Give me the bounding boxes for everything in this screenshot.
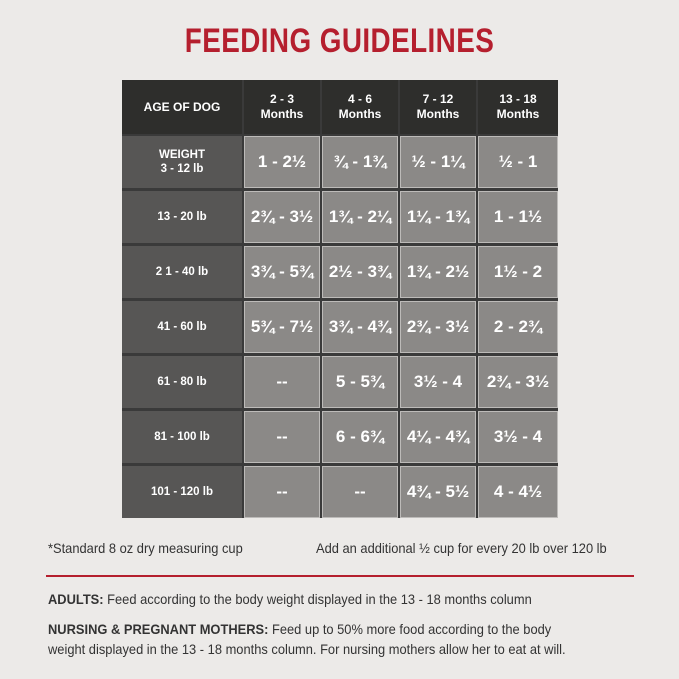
cups-value: -- xyxy=(354,482,366,501)
header-age-of-dog-label: AGE OF DOG xyxy=(143,99,221,114)
cups-value: 2¾ - 3½ xyxy=(250,207,314,226)
cups-value: ¾ - 1¾ xyxy=(333,152,387,171)
cups-value: 6 - 6¾ xyxy=(335,427,385,446)
header-age-range: 4 - 6 xyxy=(347,92,372,106)
cups-value: 5 - 5¾ xyxy=(335,372,385,391)
header-age-of-dog xyxy=(122,80,242,134)
weight-label xyxy=(159,148,205,176)
cups-value: 4 - 4½ xyxy=(493,482,543,501)
footnote-measuring-cup: *Standard 8 oz dry measuring cup xyxy=(48,540,243,556)
header-column xyxy=(322,80,398,134)
cups-value: 2¾ - 3½ xyxy=(486,372,550,391)
weight-label xyxy=(151,485,213,499)
weight-label-cell xyxy=(122,191,242,243)
cups-value: 3½ - 4 xyxy=(413,372,463,391)
cups-value-cell xyxy=(322,246,398,298)
header-column xyxy=(400,80,476,134)
cups-value: 1 - 1½ xyxy=(493,207,543,226)
cups-value-cell xyxy=(322,411,398,463)
cups-value-cell xyxy=(400,466,476,518)
header-column-label xyxy=(339,92,382,122)
adults-label: ADULTS: xyxy=(48,591,104,607)
cups-value: 1¾ - 2¼ xyxy=(328,207,392,226)
adults-note xyxy=(48,589,591,609)
header-column xyxy=(244,80,320,134)
header-unit: Months xyxy=(416,107,460,121)
cups-value-cell xyxy=(478,356,558,408)
cups-value: 2½ - 3¾ xyxy=(328,262,392,281)
weight-range: 2 1 - 40 lb xyxy=(155,266,209,278)
cups-value-cell xyxy=(400,301,476,353)
cups-value: 1¾ - 2½ xyxy=(406,262,470,281)
cups-value-cell xyxy=(478,191,558,243)
weight-label-cell xyxy=(122,411,242,463)
cups-value: 1¼ - 1¾ xyxy=(406,207,470,226)
cups-value: 4¼ - 4¾ xyxy=(406,427,470,446)
cups-value-cell xyxy=(400,411,476,463)
cups-value-cell xyxy=(478,301,558,353)
adults-text: Feed according to the body weight displayed in the 13 - 18 months column xyxy=(103,591,532,607)
cups-value-cell xyxy=(322,191,398,243)
cups-value-cell xyxy=(244,466,320,518)
header-unit: Months xyxy=(338,107,382,121)
cups-value: 1 - 2½ xyxy=(257,152,307,171)
cups-value-cell xyxy=(244,356,320,408)
weight-label-cell xyxy=(122,466,242,518)
cups-value-cell xyxy=(478,136,558,188)
cups-value-cell xyxy=(400,356,476,408)
weight-range: 61 - 80 lb xyxy=(157,376,207,388)
cups-value-cell xyxy=(478,411,558,463)
cups-value-cell xyxy=(244,246,320,298)
nursing-note xyxy=(48,619,591,659)
footnote-additional-cup: Add an additional ½ cup for every 20 lb over 120 lb xyxy=(316,540,607,556)
cups-value-cell xyxy=(244,301,320,353)
feeding-table xyxy=(122,80,558,518)
header-unit: Months xyxy=(496,107,540,121)
weight-range: 81 - 100 lb xyxy=(154,431,210,443)
nursing-text: Feed up to 50% more food according to the body weight displayed in the 13 - 18 months column. For nursing mothers allow her to eat at will. xyxy=(48,621,566,657)
weight-range: 101 - 120 lb xyxy=(150,486,213,498)
cups-value: 4¾ - 5½ xyxy=(406,482,470,501)
cups-value-cell xyxy=(322,301,398,353)
cups-value: -- xyxy=(276,372,288,391)
cups-value-cell xyxy=(478,246,558,298)
header-age-range: 7 - 12 xyxy=(422,92,454,106)
cups-value: 2 - 2¾ xyxy=(493,317,543,336)
cups-value-cell xyxy=(322,356,398,408)
weight-range: 13 - 20 lb xyxy=(157,211,207,223)
weight-label xyxy=(157,210,206,224)
cups-value: ½ - 1¼ xyxy=(411,152,465,171)
header-column xyxy=(478,80,558,134)
weight-label-cell xyxy=(122,136,242,188)
cups-value: 3¾ - 5¾ xyxy=(250,262,314,281)
cups-value-cell xyxy=(400,246,476,298)
weight-label-cell xyxy=(122,301,242,353)
header-column-label xyxy=(417,92,460,122)
cups-value: ½ - 1 xyxy=(498,152,538,171)
cups-value-cell xyxy=(400,136,476,188)
header-column-label xyxy=(261,92,304,122)
weight-label xyxy=(157,320,206,334)
weight-heading: WEIGHT xyxy=(159,149,205,161)
weight-label xyxy=(156,265,208,279)
cups-value-cell xyxy=(400,191,476,243)
weight-label-cell xyxy=(122,356,242,408)
header-column-label xyxy=(497,92,540,122)
header-age-range: 2 - 3 xyxy=(269,92,294,106)
cups-value: 2¾ - 3½ xyxy=(406,317,470,336)
cups-value: -- xyxy=(276,482,288,501)
cups-value-cell xyxy=(244,136,320,188)
cups-value: -- xyxy=(276,427,288,446)
cups-value: 3½ - 4 xyxy=(493,427,543,446)
nursing-label: NURSING & PREGNANT MOTHERS: xyxy=(48,621,269,637)
cups-value-cell xyxy=(244,191,320,243)
weight-label-cell xyxy=(122,246,242,298)
weight-range: 3 - 12 lb xyxy=(160,163,204,175)
cups-value: 1½ - 2 xyxy=(493,262,543,281)
header-unit: Months xyxy=(260,107,304,121)
weight-label xyxy=(154,430,210,444)
cups-value-cell xyxy=(322,136,398,188)
page-title: FEEDING GUIDELINES xyxy=(184,22,495,60)
header-age-range: 13 - 18 xyxy=(499,92,537,106)
cups-value-cell xyxy=(478,466,558,518)
weight-range: 41 - 60 lb xyxy=(157,321,207,333)
cups-value-cell xyxy=(322,466,398,518)
cups-value: 5¾ - 7½ xyxy=(250,317,314,336)
weight-label xyxy=(157,375,206,389)
divider-line xyxy=(46,575,634,577)
cups-value-cell xyxy=(244,411,320,463)
cups-value: 3¾ - 4¾ xyxy=(328,317,392,336)
